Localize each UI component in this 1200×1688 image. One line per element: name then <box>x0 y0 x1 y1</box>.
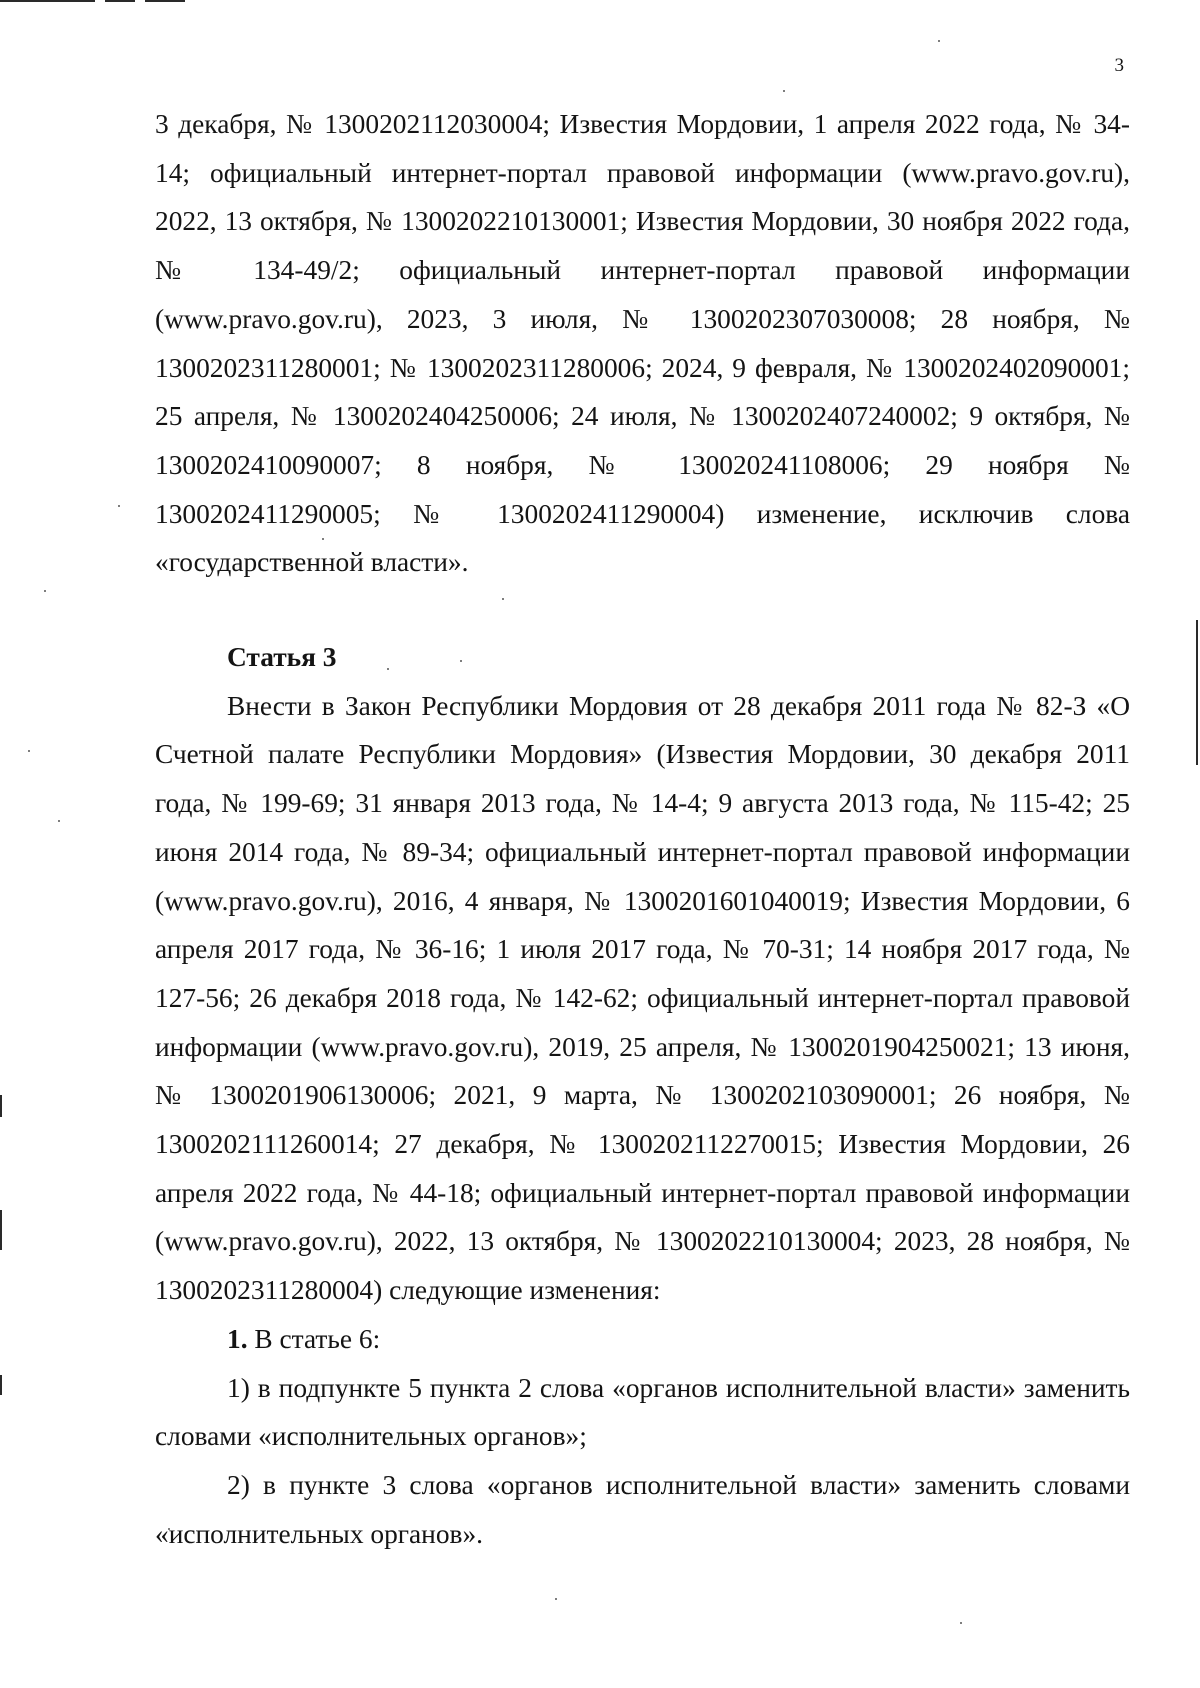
scan-speck <box>555 1598 557 1600</box>
scan-speck <box>44 590 46 592</box>
scan-speck <box>938 40 940 42</box>
scan-speck <box>960 1622 962 1624</box>
scan-edge-mark-left-2 <box>0 1210 2 1250</box>
point-text: В статье 6: <box>247 1323 381 1354</box>
scan-edge-mark-left-3 <box>0 1375 2 1395</box>
scan-speck <box>783 90 785 92</box>
article-intro-paragraph: Внести в Закон Республики Мордовия от 28 декабря 2011 года № 82-З «О Счетной палате Республики Мордовия» (Известия Мордовии, 30 декабря 2011 года, № 199-69; 31 января 2013 года, № 14-4; 9 августа 2013 года, № 115-42; 25 июня 2014 года, № 89-34; официальный интернет-портал правовой информации (www.pravo.gov.ru), 2016, 4 января, № 1300201601040019; Известия Мордовии, 6 апреля 2017 года, № 36-16; 1 июля 2017 года, № 70-31; 14 ноября 2017 года, № 127-56; 26 декабря 2018 года, № 142-62; официальный интернет-портал правовой информации (www.pravo.gov.ru), 2019, 25 апреля, № 1300201904250021; 13 июня, № 1300201906130006; 2021, 9 марта, № 1300202103090001; 26 ноября, № 1300202111260014; 27 декабря, № 1300202112270015; Известия Мордовии, 26 апреля 2022 года, № 44-18; официальный интернет-портал правовой информации (www.pravo.gov.ru), 2022, 13 октября, № 1300202210130004; 2023, 28 ноября, № 1300202311280004) следующие изменения: <box>155 690 1130 1306</box>
scan-edge-mark-top-left-2 <box>105 0 135 2</box>
page-number: 3 <box>1114 55 1124 76</box>
scan-edge-mark-left-1 <box>0 1095 2 1117</box>
article-point-1 <box>155 1315 1130 1364</box>
scan-speck <box>28 750 30 752</box>
scan-speck <box>58 820 60 822</box>
scan-edge-mark-top-left <box>0 0 95 2</box>
subpoint-2: 2) в пункте 3 слова «органов исполнительной власти» заменить словами «исполнительных органов». <box>155 1469 1130 1549</box>
scan-speck <box>118 505 120 507</box>
point-number: 1. <box>227 1323 248 1354</box>
scan-edge-mark-top-left-3 <box>145 0 185 2</box>
scan-edge-mark-right <box>1196 620 1198 765</box>
continuation-paragraph: 3 декабря, № 1300202112030004; Известия Мордовии, 1 апреля 2022 года, № 34-14; официальный интернет-портал правовой информации (www.pravo.gov.ru), 2022, 13 октября, № 1300202210130001; Известия Мордовии, 30 ноября 2022 года, № 134-49/2; официальный интернет-портал правовой информации (www.pravo.gov.ru), 2023, 3 июля, № 1300202307030008; 28 ноября, № 1300202311280001; № 1300202311280006; 2024, 9 февраля, № 1300202402090001; 25 апреля, № 1300202404250006; 24 июля, № 1300202407240002; 9 октября, № 1300202410090007; 8 ноября, № 130020241108006; 29 ноября № 1300202411290005; № 1300202411290004) изменение, исключив слова «государственной власти». <box>155 109 1130 578</box>
article-heading: Статья 3 <box>227 642 337 673</box>
subpoint-1: 1) в подпункте 5 пункта 2 слова «органов исполнительной власти» заменить словами «исполнительных органов»; <box>155 1372 1130 1452</box>
document-body <box>155 100 1130 1558</box>
